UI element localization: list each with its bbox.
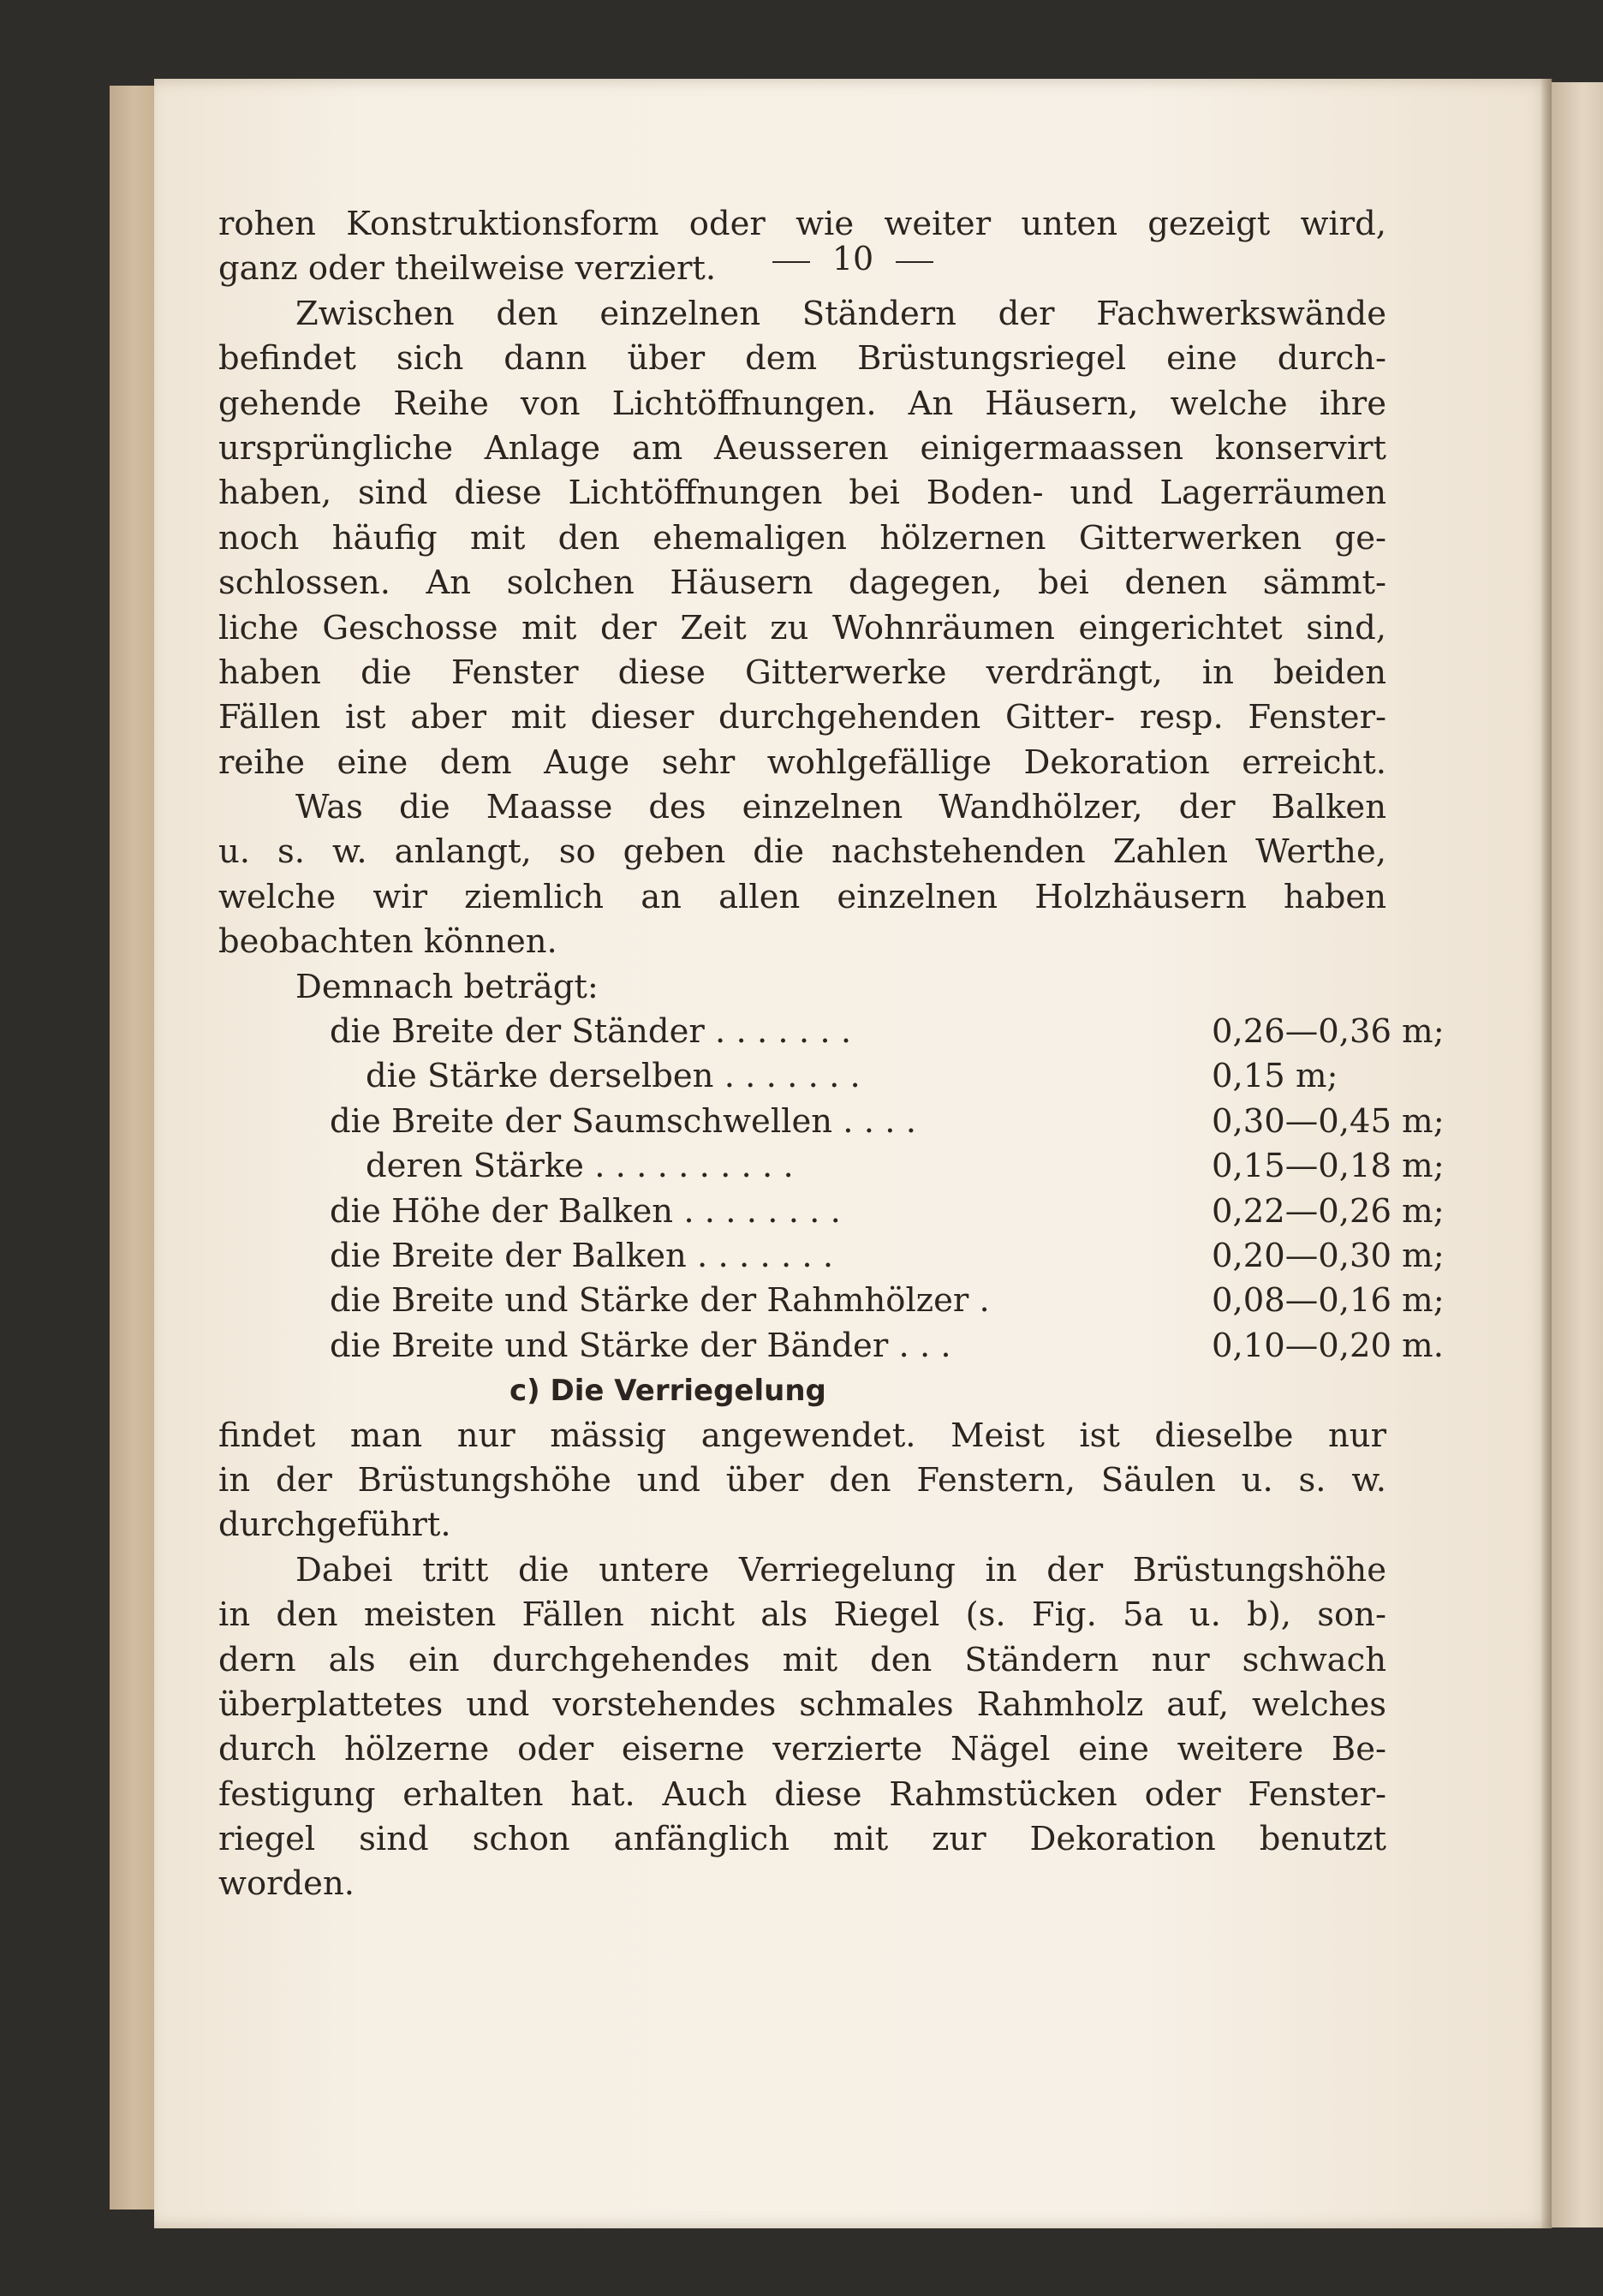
text-line: Demnach beträgt: [295,967,599,1006]
book-spine-edge [110,86,154,2210]
text-line: in den meisten Fällen nicht als Riegel (s. Fig. 5a u. b), son- [218,1595,1386,1635]
measure-row [218,1234,1445,1279]
text-line: Zwischen den einzelnen Ständern der Fachwerkswände [295,294,1386,333]
measure-label: die Breite und Stärke der Bänder . . . [330,1326,951,1365]
text-line: ursprüngliche Anlage am Aeusseren einigermaassen konservirt [218,428,1386,468]
text-line: Was die Maasse des einzelnen Wandhölzer, der Balken [295,788,1386,827]
text-line: worden. [218,1864,355,1904]
text-line: festigung erhalten hat. Auch diese Rahmstücken oder Fenster- [218,1774,1386,1814]
text-line: in der Brüstungshöhe und über den Fenstern, Säulen u. s. w. [218,1460,1386,1500]
measure-row [218,1100,1445,1144]
text-line: haben die Fenster diese Gitterwerke verdrängt, in beiden [218,653,1386,692]
text-line: reihe eine dem Auge sehr wohlgefällige Dekoration erreicht. [218,742,1386,782]
measure-row [218,1190,1445,1234]
measure-label: die Breite der Balken . . . . . . . [330,1236,834,1275]
measure-row [218,1010,1445,1054]
measure-value: 0,30—0,45 m; [1212,1101,1445,1141]
measure-value: 0,08—0,16 m; [1212,1281,1445,1321]
measure-label: die Höhe der Balken . . . . . . . . [330,1191,841,1231]
text-line: befindet sich dann über dem Brüstungsriegel eine durch- [218,339,1386,379]
text-line: Dabei tritt die untere Verriegelung in der Brüstungshöhe [295,1550,1386,1589]
measure-label: die Breite der Ständer . . . . . . . [330,1012,852,1052]
measure-value: 0,10—0,20 m. [1212,1326,1444,1365]
measure-value: 0,15 m; [1212,1057,1338,1096]
measure-label: deren Stärke . . . . . . . . . . [366,1147,794,1186]
text-line: ganz oder theilweise verziert. [218,249,717,289]
measure-value: 0,15—0,18 m; [1212,1147,1445,1186]
measure-label: die Breite und Stärke der Rahmhölzer . [330,1281,990,1321]
text-line: durchgeführt. [218,1506,451,1545]
measure-label: die Breite der Saumschwellen . . . . [330,1101,916,1141]
measure-value: 0,20—0,30 m; [1212,1236,1445,1275]
text-line: riegel sind schon anfänglich mit zur Dekoration benutzt [218,1820,1386,1859]
measure-value: 0,26—0,36 m; [1212,1012,1445,1052]
measure-row [218,1144,1445,1189]
measure-value: 0,22—0,26 m; [1212,1191,1445,1231]
text-line: dern als ein durchgehendes mit den Ständern nur schwach [218,1640,1386,1679]
text-line: liche Geschosse mit der Zeit zu Wohnräumen eingerichtet sind, [218,608,1386,647]
text-line: Fällen ist aber mit dieser durchgehenden Gitter- resp. Fenster- [218,698,1386,737]
measure-label: die Stärke derselben . . . . . . . [366,1057,861,1096]
text-line: überplattetes und vorstehendes schmales Rahmholz auf, welches [218,1685,1386,1724]
text-line: noch häufig mit den ehemaligen hölzernen Gitterwerken ge- [218,518,1386,558]
text-line: durch hölzerne oder eiserne verzierte Nägel eine weitere Be- [218,1730,1386,1769]
page-number: 10 [154,240,1552,277]
text-line: gehende Reihe von Lichtöffnungen. An Häusern, welche ihre [218,384,1386,423]
text-line: haben, sind diese Lichtöffnungen bei Boden- und Lagerräumen [218,474,1386,513]
measure-row [218,1054,1386,1099]
measure-row [218,1324,1444,1369]
text-line: welche wir ziemlich an allen einzelnen Holzhäusern haben [218,877,1386,916]
section-heading: c) Die Verriegelung [510,1374,826,1409]
text-line: rohen Konstruktionsform oder wie weiter unten gezeigt wird, [218,205,1386,243]
measure-row [218,1279,1445,1323]
facing-page-edge [1552,82,1603,2227]
text-line: u. s. w. anlangt, so geben die nachstehenden Zahlen Werthe, [218,832,1386,872]
page-body-text [218,202,1445,1907]
text-line: findet man nur mässig angewendet. Meist ist dieselbe nur [218,1416,1386,1455]
text-line: schlossen. An solchen Häusern dagegen, bei denen sämmt- [218,564,1386,603]
text-line: beobachten können. [218,922,557,962]
